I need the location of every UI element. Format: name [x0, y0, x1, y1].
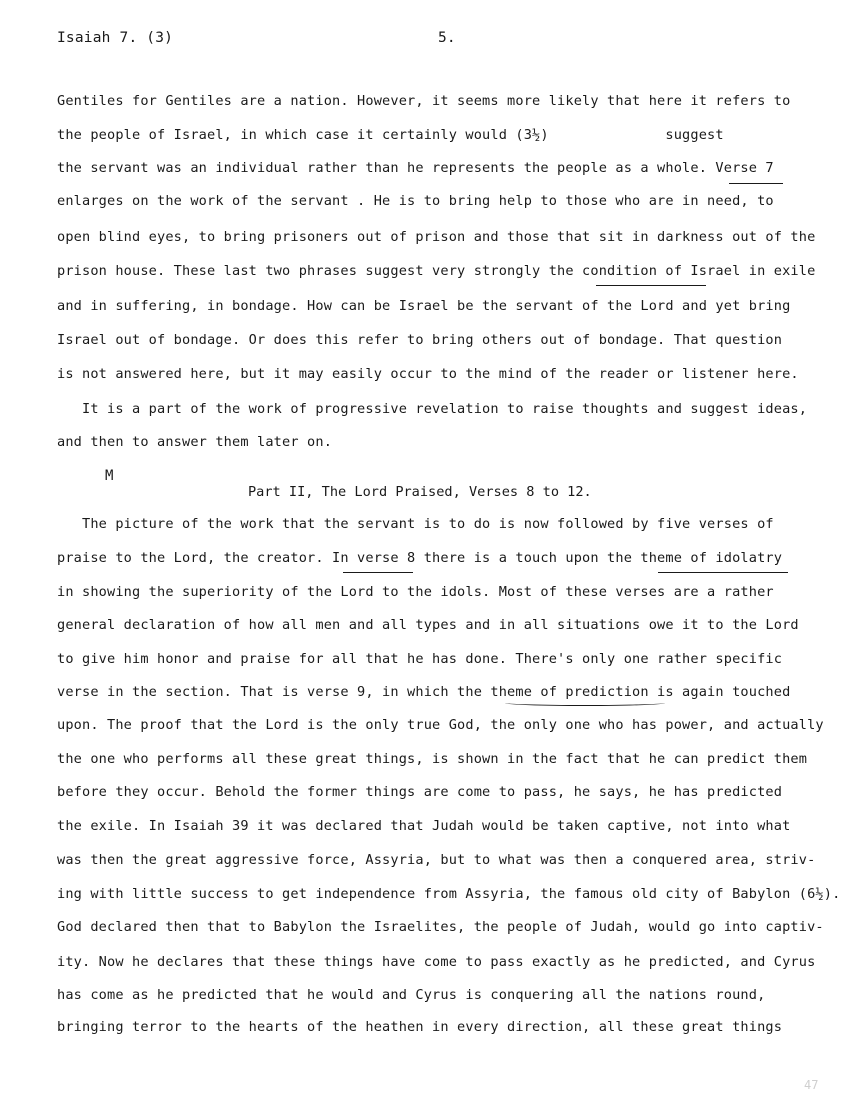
- text-line: upon. The proof that the Lord is the only true God, the only one who has power, and actually: [57, 717, 824, 733]
- text-line: enlarges on the work of the servant . He is to bring help to those who are in need, to: [57, 193, 774, 209]
- text-line: Israel out of bondage. Or does this refer to bring others out of bondage. That question: [57, 332, 783, 348]
- text-line: before they occur. Behold the former things are come to pass, he says, he has predicted: [57, 784, 783, 800]
- text-line: ity. Now he declares that these things have come to pass exactly as he predicted, and Cyrus: [57, 954, 816, 970]
- text-line: the one who performs all these great things, is shown in the fact that he can predict them: [57, 751, 808, 767]
- text-line: Gentiles for Gentiles are a nation. However, it seems more likely that here it refers to: [57, 93, 791, 109]
- text-line: God declared then that to Babylon the Israelites, the people of Judah, would go into captiv-: [57, 919, 824, 935]
- text-line: in showing the superiority of the Lord to the idols. Most of these verses are a rather: [57, 584, 774, 600]
- text-line: The picture of the work that the servant is to do is now followed by five verses of: [57, 516, 774, 532]
- underline-theme-of-prediction: [505, 700, 665, 706]
- text-line: bringing terror to the hearts of the heathen in every direction, all these great things: [57, 1019, 783, 1035]
- text-line: is not answered here, but it may easily occur to the mind of the reader or listener here.: [57, 366, 799, 382]
- text-line: verse in the section. That is verse 9, in which the theme of prediction is again touched: [57, 684, 791, 700]
- header-reference: Isaiah 7. (3): [57, 30, 174, 46]
- text-line: ing with little success to get independence from Assyria, the famous old city of Babylon (6½).: [57, 886, 841, 902]
- text-line: and in suffering, in bondage. How can be Israel be the servant of the Lord and yet bring: [57, 298, 791, 314]
- underline-in-verse-8: [343, 572, 413, 573]
- text-line: has come as he predicted that he would and Cyrus is conquering all the nations round,: [57, 987, 766, 1003]
- section-heading: Part II, The Lord Praised, Verses 8 to 12.: [248, 484, 592, 500]
- underline-theme-of-idolatry: [658, 572, 788, 573]
- text-line: to give him honor and praise for all that he has done. There's only one rather specific: [57, 651, 783, 667]
- page-number: 5.: [438, 30, 456, 46]
- underline-condition-of-israel: [596, 285, 706, 286]
- text-line: praise to the Lord, the creator. In verse 8 there is a touch upon the theme of idolatry: [57, 550, 783, 566]
- text-line: the people of Israel, in which case it certainly would (3½) suggest: [57, 127, 724, 143]
- text-line: general declaration of how all men and all types and in all situations owe it to the Lord: [57, 617, 799, 633]
- text-line: It is a part of the work of progressive revelation to raise thoughts and suggest ideas,: [57, 401, 808, 417]
- text-line: was then the great aggressive force, Assyria, but to what was then a conquered area, striv-: [57, 852, 816, 868]
- underline-verse-7: [729, 183, 783, 184]
- text-line: open blind eyes, to bring prisoners out of prison and those that sit in darkness out of the: [57, 229, 816, 245]
- text-line: and then to answer them later on.: [57, 434, 333, 450]
- text-line: prison house. These last two phrases suggest very strongly the condition of Israel in exile: [57, 263, 816, 279]
- margin-mark: M: [105, 468, 114, 484]
- corner-note: 47: [804, 1078, 819, 1092]
- text-line: the exile. In Isaiah 39 it was declared that Judah would be taken captive, not into what: [57, 818, 791, 834]
- text-line: the servant was an individual rather than he represents the people as a whole. Verse 7: [57, 160, 774, 176]
